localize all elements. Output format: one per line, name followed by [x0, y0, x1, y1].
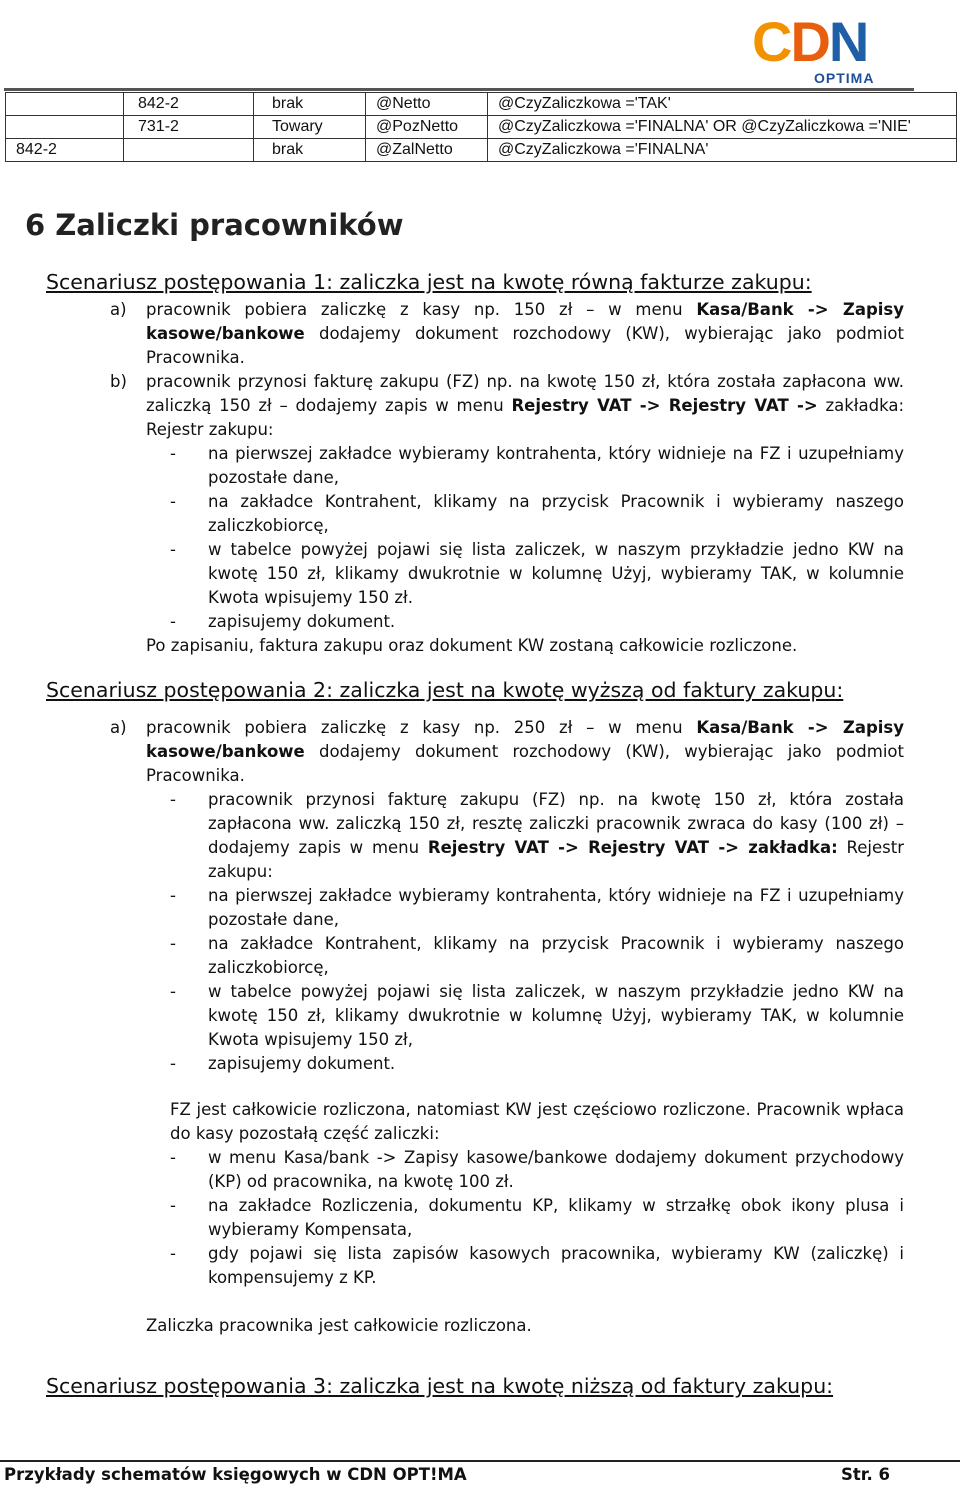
logo-wordmark: CDN: [752, 10, 868, 73]
table-cell: @CzyZaliczkowa ='TAK': [488, 93, 957, 116]
logo-subtitle: OPTIMA: [814, 70, 875, 86]
table-cell: [124, 139, 254, 162]
table-row: [6, 93, 957, 116]
table-cell: brak: [254, 139, 366, 162]
list-item: - w tabelce powyżej pojawi się lista zaliczek, w naszym przykładzie jedno KW na kwotę 150 zł, klikamy dwukrotnie w kolumnę Użyj, wybieramy TAK, w kolumnie Kwota wpisujemy 150 zł.: [170, 540, 904, 607]
scenario-2-step-a: a) pracownik pobiera zaliczkę z kasy np. 250 zł – w menu Kasa/Bank -> Zapisy kasowe/bankowe dodajemy dokument rozchodowy (KW), wybierając jako podmiot Pracownika.: [110, 718, 904, 785]
scenario-1-step-b: b) pracownik przynosi fakturę zakupu (FZ) np. na kwotę 150 zł, która została zapłacona ww. zaliczką 150 zł – dodajemy zapis w menu Rejestry VAT -> Rejestry VAT -> zakładka: Rejestr zakupu:: [110, 372, 905, 439]
table-cell: brak: [254, 93, 366, 116]
scenario-1-summary: Po zapisaniu, faktura zakupu oraz dokument KW zostaną całkowicie rozliczone.: [146, 636, 798, 655]
scenario-1-title: Scenariusz postępowania 1: zaliczka jest na kwotę równą fakturze zakupu:: [46, 270, 812, 294]
list-item: - w tabelce powyżej pojawi się lista zaliczek, w naszym przykładzie jedno KW na kwotę 150 zł, klikamy dwukrotnie w kolumnę Użyj, wybieramy TAK, w kolumnie Kwota wpisujemy 150 zł,: [170, 982, 904, 1049]
scenario-1-bullets: [170, 442, 904, 634]
table-cell: @PozNetto: [366, 116, 488, 139]
table-row: [6, 116, 957, 139]
cdn-optima-logo: [752, 12, 912, 90]
scenario-3-title: Scenariusz postępowania 3: zaliczka jest na kwotę niższą od faktury zakupu:: [46, 1374, 834, 1398]
header-rule: [4, 88, 914, 91]
table-cell: @CzyZaliczkowa ='FINALNA': [488, 139, 957, 162]
scenario-2-final: Zaliczka pracownika jest całkowicie rozliczona.: [146, 1316, 532, 1335]
list-item: - na zakładce Kontrahent, klikamy na przycisk Pracownik i wybieramy naszego zaliczkobiorcę,: [170, 492, 904, 535]
table-cell: [6, 93, 124, 116]
list-item: - zapisujemy dokument.: [170, 1054, 396, 1073]
table-cell: @ZalNetto: [366, 139, 488, 162]
list-item: - zapisujemy dokument.: [170, 612, 396, 631]
list-item: - w menu Kasa/bank -> Zapisy kasowe/bankowe dodajemy dokument przychodowy (KP) od pracownika, na kwotę 100 zł.: [170, 1148, 904, 1191]
table-cell: 842-2: [6, 139, 124, 162]
table-cell: [6, 116, 124, 139]
table-row: [6, 139, 957, 162]
table-cell: Towary: [254, 116, 366, 139]
list-item: - na zakładce Kontrahent, klikamy na przycisk Pracownik i wybieramy naszego zaliczkobiorcę,: [170, 934, 904, 977]
table-cell: @CzyZaliczkowa ='FINALNA' OR @CzyZaliczkowa ='NIE': [488, 116, 957, 139]
list-item: - pracownik przynosi fakturę zakupu (FZ) np. na kwotę 150 zł, która została zapłacona ww. zaliczką 150 zł, resztę zaliczki pracownik zwraca do kasy (100 zł) – dodajemy zapis w menu Rejestry VAT -> Rejestry VAT -> zakładka: Rejestr zakupu:: [170, 790, 904, 881]
table-cell: @Netto: [366, 93, 488, 116]
list-item: - na zakładce Rozliczenia, dokumentu KP, klikamy w strzałkę obok ikony plusa i wybieramy Kompensata,: [170, 1196, 904, 1239]
scenario-1-step-a: a) pracownik pobiera zaliczkę z kasy np. 150 zł – w menu Kasa/Bank -> Zapisy kasowe/bankowe dodajemy dokument rozchodowy (KW), wybierając jako podmiot Pracownika.: [110, 300, 904, 367]
scenario-2-bullets: [170, 788, 904, 1076]
scenario-2-status: FZ jest całkowicie rozliczona, natomiast KW jest częściowo rozliczone. Pracownik wpłaca do kasy pozostałą część zaliczki:: [170, 1100, 904, 1143]
scenario-2-bullets-kp: [170, 1146, 904, 1290]
posting-codes-table: [5, 92, 957, 162]
list-item: - na pierwszej zakładce wybieramy kontrahenta, który widnieje na FZ i uzupełniamy pozostałe dane,: [170, 886, 904, 929]
list-item: - na pierwszej zakładce wybieramy kontrahenta, który widnieje na FZ i uzupełniamy pozostałe dane,: [170, 444, 904, 487]
scenario-2-title: Scenariusz postępowania 2: zaliczka jest na kwotę wyższą od faktury zakupu:: [46, 678, 844, 702]
footer-rule: [0, 1460, 960, 1462]
table-cell: 731-2: [124, 116, 254, 139]
section-heading: 6 Zaliczki pracowników: [25, 208, 404, 242]
list-item: - gdy pojawi się lista zapisów kasowych pracownika, wybieramy KW (zaliczkę) i kompensujemy z KP.: [170, 1244, 904, 1287]
table-cell: 842-2: [124, 93, 254, 116]
page-number: Str. 6: [840, 1465, 890, 1484]
footer-title: Przykłady schematów księgowych w CDN OPT!MA: [4, 1465, 467, 1484]
